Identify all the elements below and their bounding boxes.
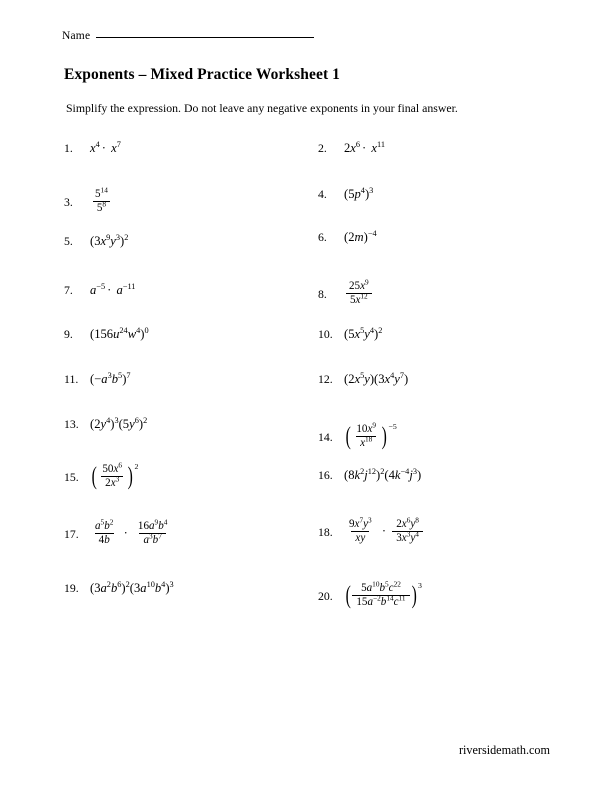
problem-number: 1. (64, 141, 73, 155)
name-label: Name (62, 30, 91, 42)
problem-expression: $(156u^{24}w^4)^0$ (90, 325, 149, 341)
problem-expression: $\frac{5^{14}}{5^8}$ (90, 189, 113, 216)
problem-number: 15. (64, 469, 79, 484)
problem-item (64, 460, 139, 491)
problem-number: 6. (318, 230, 327, 244)
problem-expression: $(3x^9y^3)^2$ (90, 232, 129, 248)
problem-number: 17. (64, 526, 79, 541)
problem-number: 4. (318, 187, 327, 201)
problem-item (318, 230, 377, 245)
problem-item (64, 581, 174, 596)
problem-number: 9. (64, 327, 73, 341)
problem-number: 8. (318, 286, 327, 301)
problem-expression: ( $\frac{10x^9}{x^{18}}$ ) $^{-5}$ (345, 420, 397, 450)
problem-item (64, 372, 131, 387)
problem-number: 7. (64, 283, 73, 297)
problem-item (318, 187, 373, 202)
problem-expression: $(5p^4)^3$ (344, 185, 374, 201)
problem-expression: $(2x^5y)(3x^4y^7)$ (344, 370, 409, 386)
problem-expression: $\frac{a^5b^2}{4b}$ · $\frac{16a^9b^4}{a^3b^7}$ (95, 517, 168, 546)
problem-item (318, 468, 421, 483)
problem-item (64, 283, 135, 298)
problem-item (318, 141, 385, 156)
problem-item (318, 372, 408, 387)
problem-expression: $a^{-5} \cdot a^{-11}$ (90, 281, 136, 297)
footer-site-name: riversidemath.com (458, 743, 550, 757)
problem-expression: ( $\frac{50x^6}{2x^3}$ ) $^2$ (91, 460, 139, 490)
problem-item (64, 327, 149, 342)
problem-item (318, 327, 382, 342)
problem-number: 20. (318, 588, 333, 603)
problem-number: 18. (318, 524, 333, 539)
problem-item (318, 515, 424, 546)
problem-number: 12. (318, 372, 333, 386)
instruction-text: Simplify the expression. Do not leave any negative exponents in your final answer. (66, 101, 458, 115)
problem-number: 13. (64, 417, 79, 431)
problem-item (64, 141, 121, 156)
problem-number: 11. (64, 372, 79, 386)
problem-expression: $\frac{25x^9}{5x^{12}}$ (344, 281, 374, 308)
problem-item (64, 417, 147, 432)
problem-expression: $(2y^4)^3(5y^6)^2$ (90, 415, 148, 431)
problem-expression: $(5x^5y^4)^2$ (344, 325, 383, 341)
problem-item (318, 579, 422, 610)
problem-expression: $(3a^2b^6)^2(3a^{10}b^4)^3$ (90, 579, 174, 595)
problem-number: 14. (318, 429, 333, 444)
problem-expression: $x^4 \cdot x^7$ (90, 139, 121, 155)
problem-item (64, 517, 172, 548)
problem-item (64, 185, 113, 216)
problem-item (318, 277, 374, 308)
problem-expression: $2x^6 \cdot x^{11}$ (344, 139, 385, 155)
problem-expression: $(-a^3b^5)^7$ (90, 370, 131, 386)
problem-expression: $\frac{9x^7y^3}{xy}$ · $\frac{2x^6y^8}{3x^3y^4}$ (344, 519, 424, 546)
problem-expression: ( $\frac{5a^{10}b^5c^{22}}{15a^{-2}b^{14}c^{11}}$ ) $^3$ (345, 579, 422, 609)
problem-item (64, 234, 128, 249)
problem-number: 19. (64, 581, 79, 595)
problem-number: 16. (318, 468, 333, 482)
problem-number: 2. (318, 141, 327, 155)
problem-expression: $(8k^2j^{12})^2(4k^{-4}j^3)$ (344, 466, 422, 482)
problem-number: 5. (64, 234, 73, 248)
problem-number: 10. (318, 327, 333, 341)
problem-number: 3. (64, 194, 73, 209)
page-title: Exponents – Mixed Practice Worksheet 1 (64, 66, 341, 83)
problem-expression: $(2m)^{-4}$ (344, 228, 377, 244)
problem-item (318, 420, 397, 451)
